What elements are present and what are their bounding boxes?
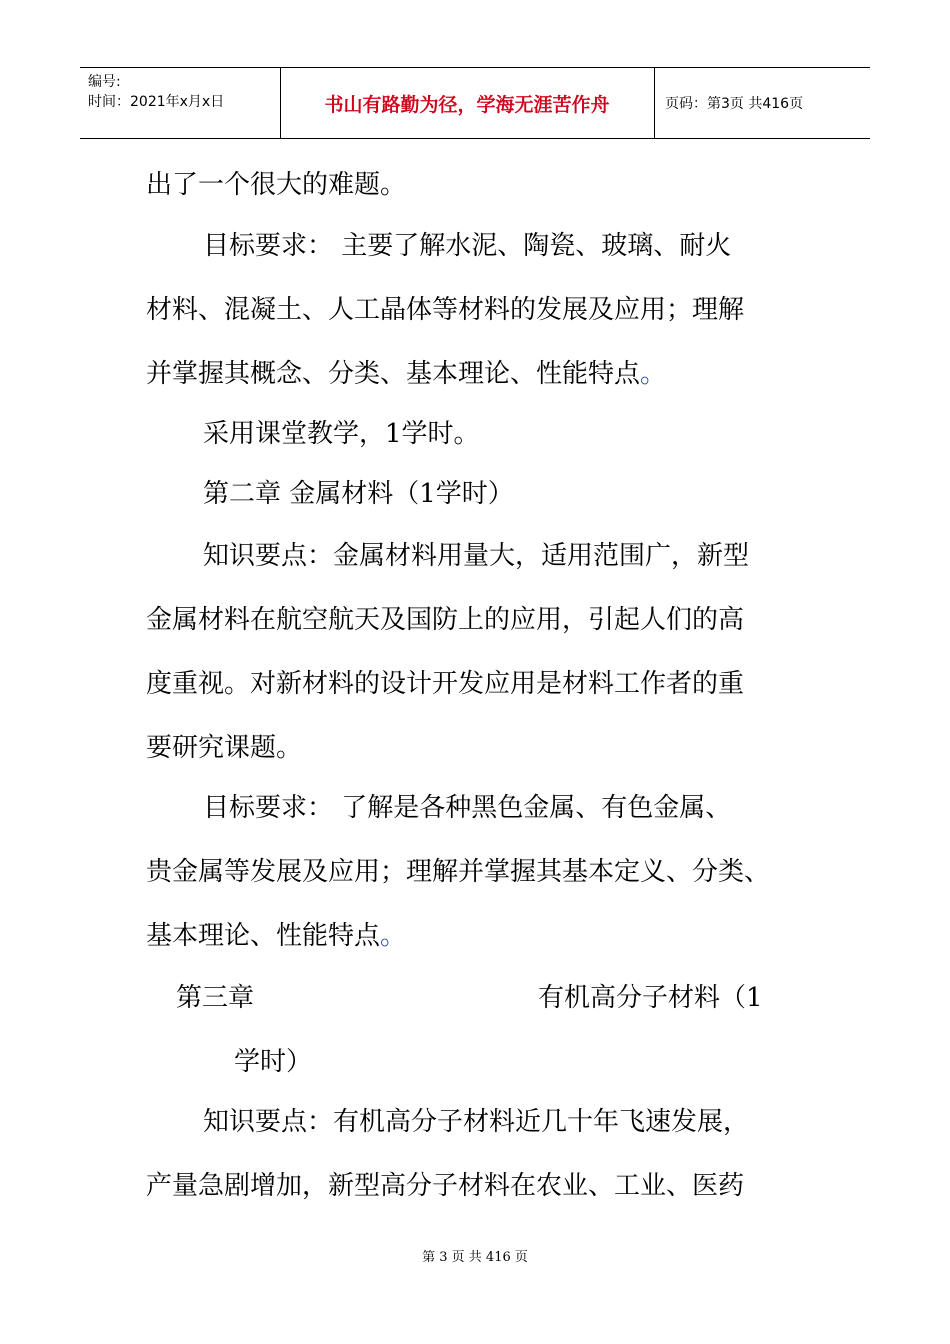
body-line: 采用课堂教学，1学时。 bbox=[203, 419, 480, 449]
body-line: 知识要点：金属材料用量大，适用范围广，新型 bbox=[203, 541, 750, 571]
header-divider bbox=[654, 68, 655, 138]
body-text: 基本理论、性能特点 bbox=[146, 921, 381, 951]
time-label: 时间：2021年x月x日 bbox=[88, 94, 225, 110]
period-mark: 。 bbox=[380, 921, 407, 951]
number-label: 编号: bbox=[88, 74, 121, 90]
header-motto: 书山有路勤为径，学海无涯苦作舟 bbox=[324, 93, 610, 116]
body-line: 贵金属等发展及应用；理解并掌握其基本定义、分类、 bbox=[146, 857, 771, 887]
body-line: 要研究课题。 bbox=[146, 733, 303, 763]
chapter-heading: 第二章 金属材料（1学时） bbox=[203, 479, 514, 509]
chapter-label: 第三章 bbox=[176, 983, 255, 1013]
body-line: 目标要求： 了解是各种黑色金属、有色金属、 bbox=[203, 793, 732, 823]
chapter-title-cont: 学时） bbox=[234, 1047, 313, 1077]
header-meta-cell bbox=[80, 68, 280, 138]
body-text: 并掌握其概念、分类、基本理论、性能特点 bbox=[146, 359, 641, 389]
body-line: 材料、混凝土、人工晶体等材料的发展及应用；理解 bbox=[146, 295, 745, 325]
header-page-info: 页码：第3页 共416页 bbox=[665, 96, 804, 112]
body-line: 度重视。对新材料的设计开发应用是材料工作者的重 bbox=[146, 669, 745, 699]
page-footer: 第 3 页 共 416 页 bbox=[422, 1250, 528, 1265]
chapter-title: 有机高分子材料（1 bbox=[538, 983, 763, 1013]
period-mark: 。 bbox=[640, 359, 667, 389]
body-line: 金属材料在航空航天及国防上的应用，引起人们的高 bbox=[146, 605, 745, 635]
body-line: 目标要求： 主要了解水泥、陶瓷、玻璃、耐火 bbox=[203, 231, 732, 261]
body-line: 产量急剧增加，新型高分子材料在农业、工业、医药 bbox=[146, 1171, 745, 1201]
body-line bbox=[146, 921, 406, 951]
body-line bbox=[146, 359, 666, 389]
header-table bbox=[80, 67, 870, 139]
body-line: 出了一个很大的难题。 bbox=[146, 170, 407, 200]
body-line: 知识要点：有机高分子材料近几十年飞速发展， bbox=[203, 1107, 750, 1137]
